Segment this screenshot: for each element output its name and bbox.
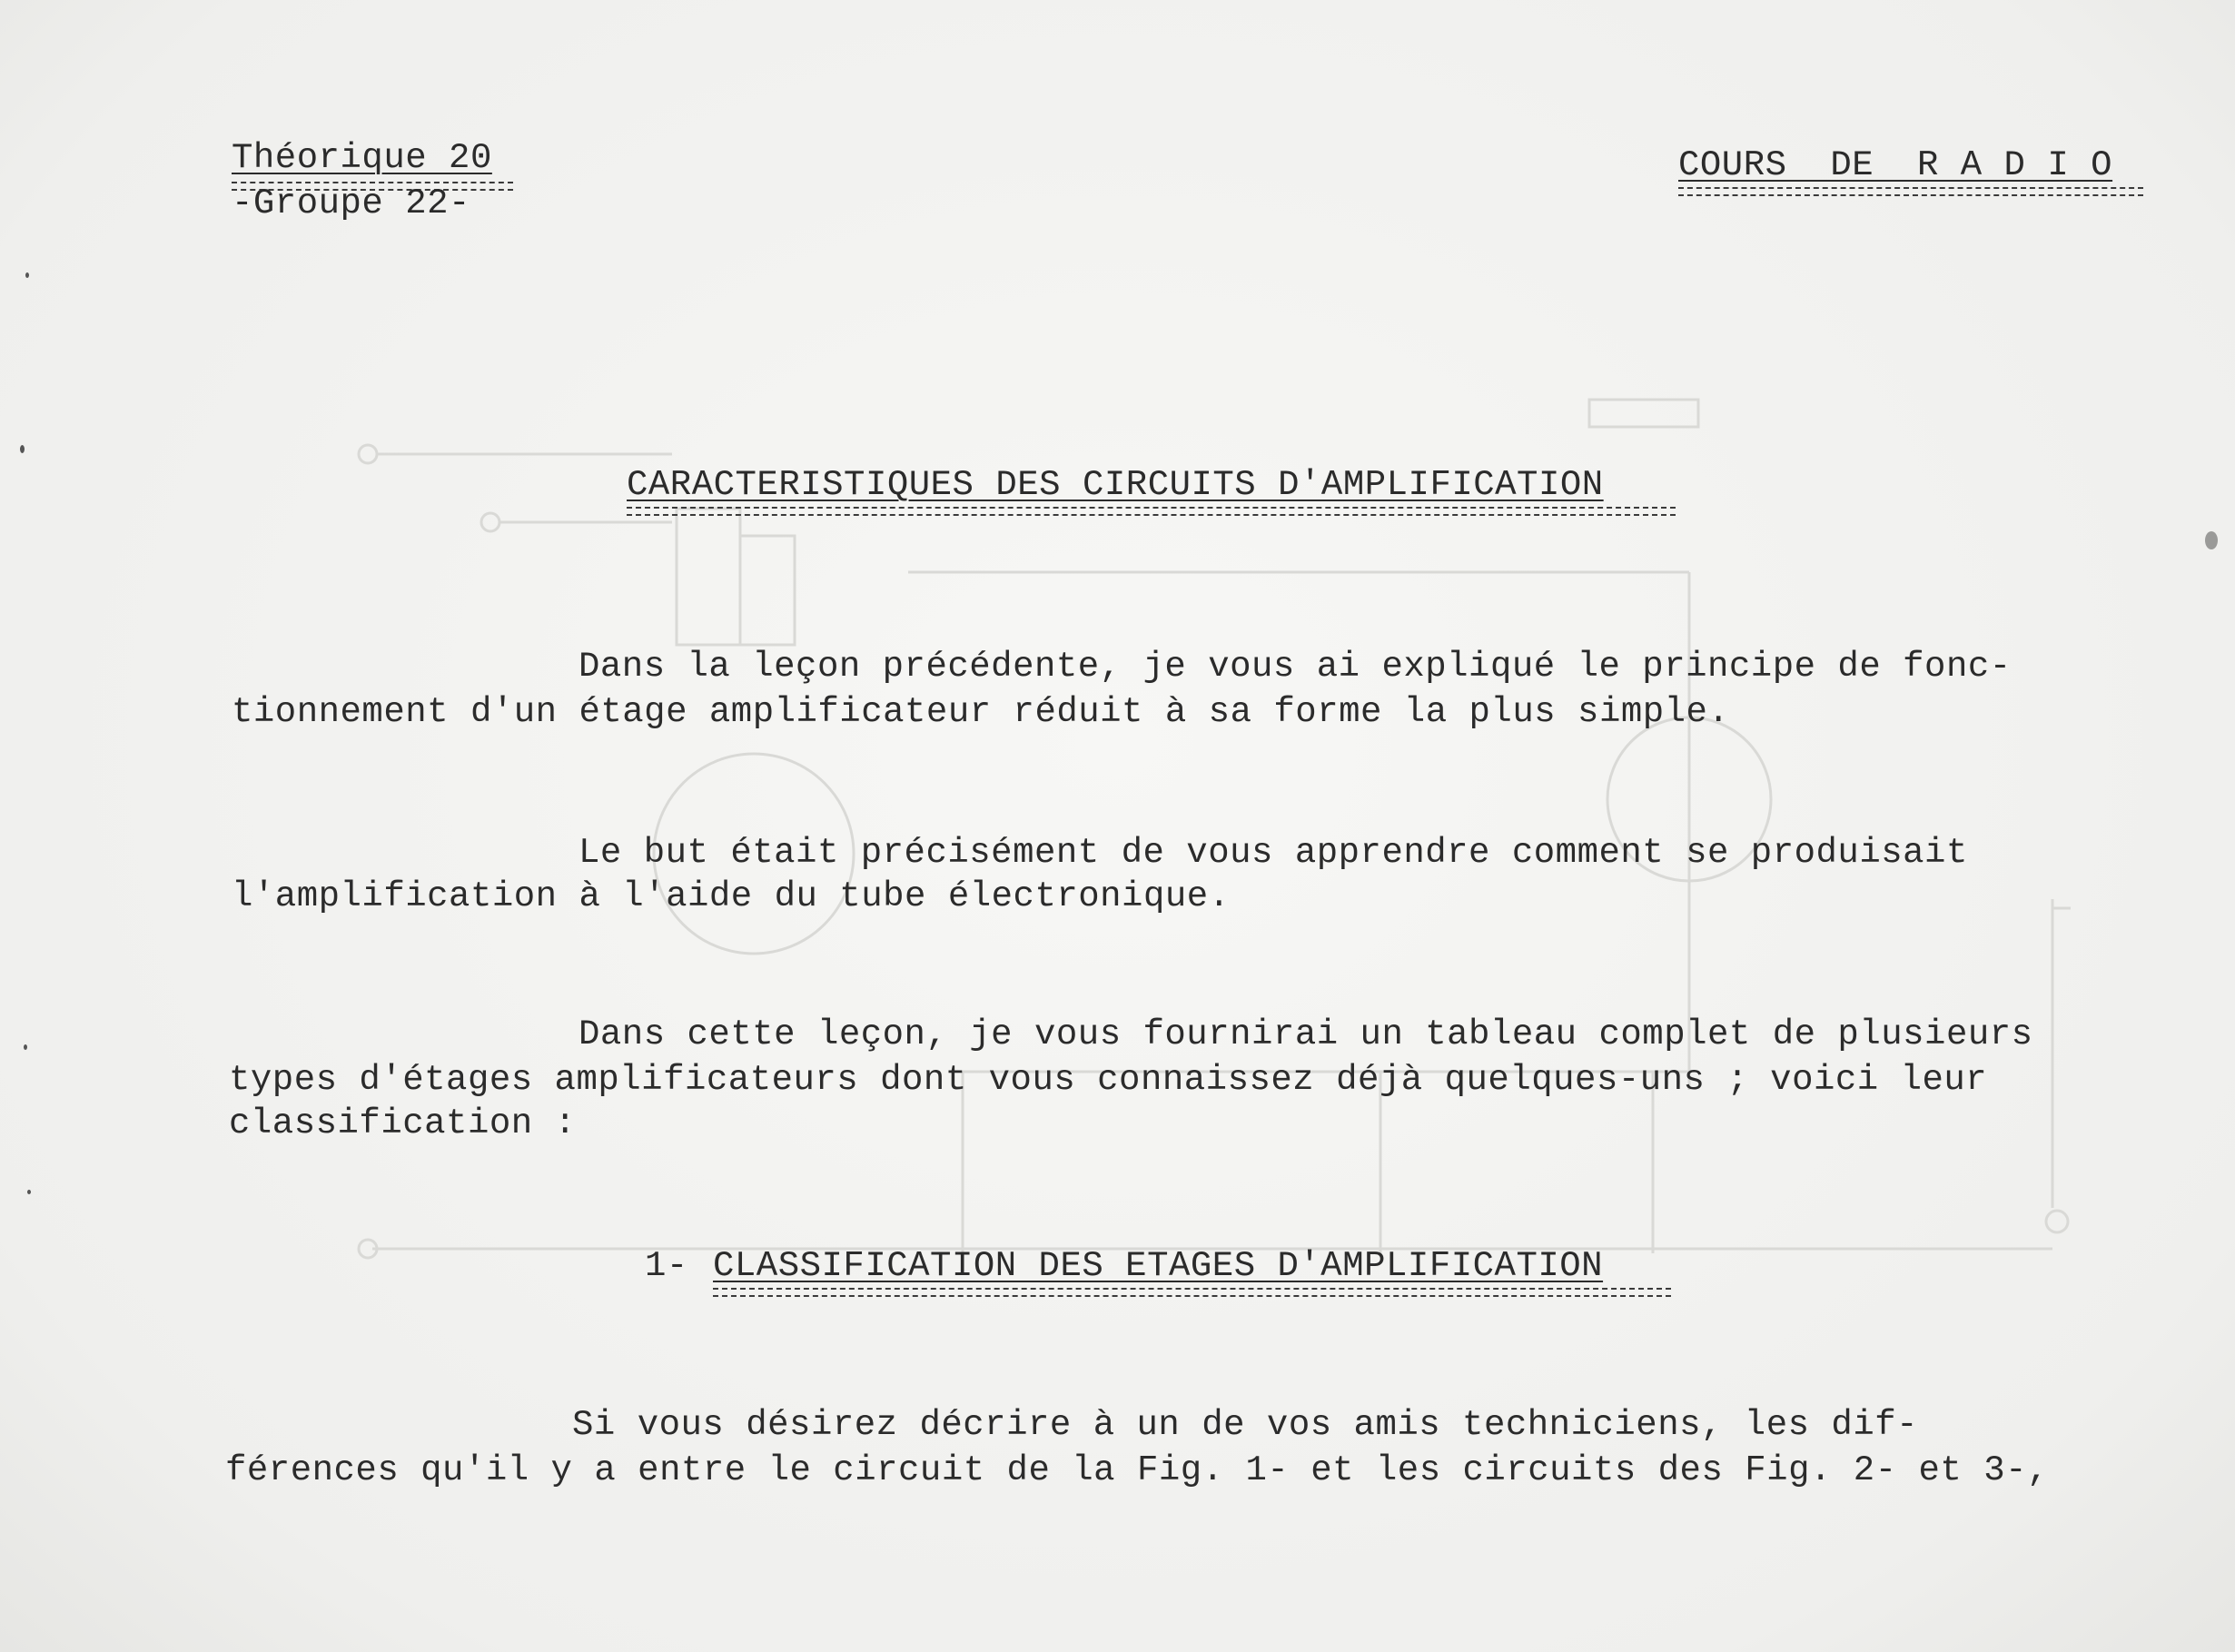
- scan-speck: [2205, 531, 2218, 549]
- paragraph-3-line-3: classification :: [229, 1103, 577, 1143]
- header-left-line1: Théorique 20: [232, 138, 492, 178]
- header-right-rule: [1678, 182, 2143, 196]
- paragraph-1-line-1: Dans la leçon précédente, je vous ai expliqué le principe de fonc-: [579, 647, 2012, 687]
- header-left-line2: -Groupe 22-: [232, 183, 470, 223]
- section-heading: CLASSIFICATION DES ETAGES D'AMPLIFICATION: [713, 1246, 1604, 1286]
- section-number: 1-: [645, 1246, 688, 1286]
- section-heading-rule: [713, 1282, 1671, 1297]
- paragraph-2-line-1: Le but était précisément de vous apprendre comment se produisait: [579, 833, 1968, 873]
- title-rule: [627, 501, 1676, 516]
- paragraph-4-line-2: férences qu'il y a entre le circuit de la Fig. 1- et les circuits des Fig. 2- et 3-,: [225, 1450, 2049, 1490]
- scan-speck: [25, 272, 29, 278]
- paragraph-3-line-1: Dans cette leçon, je vous fournirai un tableau complet de plusieurs: [579, 1014, 2033, 1054]
- header-right: COURS DE R A D I O: [1678, 145, 2113, 185]
- paragraph-1-line-2: tionnement d'un étage amplificateur réduit à sa forme la plus simple.: [232, 692, 1730, 732]
- scan-speck: [20, 445, 25, 453]
- scan-speck: [24, 1044, 27, 1050]
- paragraph-2-line-2: l'amplification à l'aide du tube électronique.: [232, 876, 1231, 916]
- paragraph-3-line-2: types d'étages amplificateurs dont vous connaissez déjà quelques-uns ; voici leur: [229, 1060, 1988, 1100]
- scan-speck: [27, 1190, 31, 1194]
- paragraph-4-line-1: Si vous désirez décrire à un de vos amis techniciens, les dif-: [572, 1405, 1919, 1445]
- page-title: CARACTERISTIQUES DES CIRCUITS D'AMPLIFICATION: [627, 465, 1604, 505]
